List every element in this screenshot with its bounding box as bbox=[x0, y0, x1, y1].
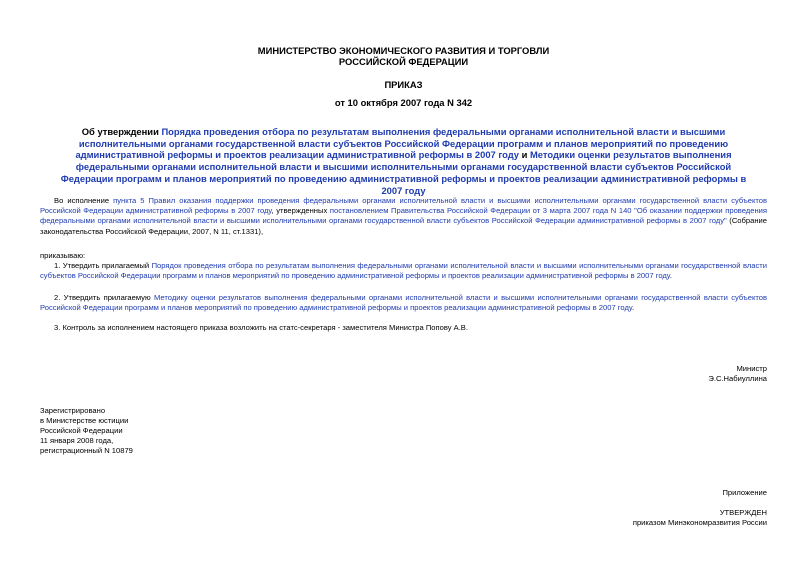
document-type: ПРИКАЗ bbox=[384, 79, 423, 90]
order-item-2 bbox=[40, 293, 767, 313]
appendix-label: Приложение bbox=[722, 488, 767, 497]
ministry-name-line1: МИНИСТЕРСТВО ЭКОНОМИЧЕСКОГО РАЗВИТИЯ И ТОРГОВЛИ bbox=[257, 45, 550, 56]
preamble-text: , утвержденных bbox=[271, 206, 330, 216]
preamble-paragraph bbox=[40, 196, 767, 237]
order-item-1 bbox=[40, 261, 767, 281]
item1-lead: 1. Утвердить прилагаемый bbox=[54, 261, 152, 270]
order-item-3: 3. Контроль за исполнением настоящего приказа возложить на статс-секретаря - заместителя Министра Попову А.В. bbox=[54, 323, 468, 332]
appendix-by-order: приказом Минэкономразвития России bbox=[632, 518, 767, 527]
registration-line5: регистрационный N 10879 bbox=[40, 446, 133, 455]
signature-title: Министр bbox=[736, 364, 767, 373]
registration-line4: 11 января 2008 года, bbox=[40, 436, 114, 445]
item1-end: . bbox=[669, 271, 672, 281]
preamble-source: (Собрание законодательства Российской Федерации, 2007, N 11, ст.1331), bbox=[40, 216, 767, 236]
registration-line3: Российской Федерации bbox=[40, 426, 123, 435]
item2-end: . bbox=[631, 303, 635, 313]
order-word: приказываю: bbox=[40, 251, 86, 260]
document-title bbox=[52, 126, 755, 196]
item1-link-procedure[interactable]: Порядок проведения отбора по результатам выполнения федеральными органами исполнительной власти и высшими исполнительными органами государственной власти субъектов Российской Федерации программ и планов мероприятий по проведению административной реформы и проектов реализации административной реформы в 2007 году bbox=[40, 261, 767, 281]
registration-line1: Зарегистрировано bbox=[40, 406, 106, 415]
preamble-lead: Во исполнение bbox=[54, 196, 114, 205]
title-link-methodology[interactable]: Методики оценки результатов выполнения федеральными органами исполнительной власти и высшими исполнительными органами государственной власти субъектов Российской Федерации программ и планов мероприятий по проведению административной реформы и проектов реализации административной реформы в 2007 году bbox=[60, 149, 747, 196]
registration-line2: в Министерстве юстиции bbox=[40, 416, 129, 425]
preamble-link-resolution[interactable]: постановлением Правительства Российской Федерации от 3 марта 2007 года N 140 "Об оказании поддержки проведения федеральными органами исполнительной власти и высшими исполнительными органами государственной власти субъектов Российской Федерации административной реформы в 2007 году" bbox=[40, 206, 768, 226]
appendix-approved: УТВЕРЖДЕН bbox=[719, 508, 767, 517]
signature-name: Э.С.Набиуллина bbox=[708, 374, 767, 383]
item2-lead: 2. Утвердить прилагаемую bbox=[54, 293, 154, 302]
ministry-name-line2: РОССИЙСКОЙ ФЕДЕРАЦИИ bbox=[338, 56, 469, 67]
title-prefix: Об утверждении bbox=[81, 126, 162, 137]
document-date-number: от 10 октября 2007 года N 342 bbox=[334, 97, 473, 108]
item2-link-methodology[interactable]: Методику оценки результатов выполнения федеральными органами исполнительной власти и высшими исполнительными органами государственной власти субъектов Российской Федерации программ и планов мероприятий по проведению административной реформы и проектов реализации административной реформы в 2007 году bbox=[40, 293, 768, 313]
title-conjunction: и bbox=[519, 149, 530, 161]
preamble-link-rules[interactable]: пункта 5 Правил оказания поддержки проведения федеральными органами исполнительной власти и высшими исполнительными органами государственной власти субъектов Российской Федерации административной реформы в 2007 году bbox=[40, 196, 767, 216]
title-link-procedure[interactable]: Порядка проведения отбора по результатам выполнения федеральными органами исполнительной власти и высшими исполнительными органами государственной власти субъектов Российской Федерации программ и планов мероприятий по проведению административной реформы и проектов реализации административной реформы в 2007 году bbox=[75, 126, 729, 161]
